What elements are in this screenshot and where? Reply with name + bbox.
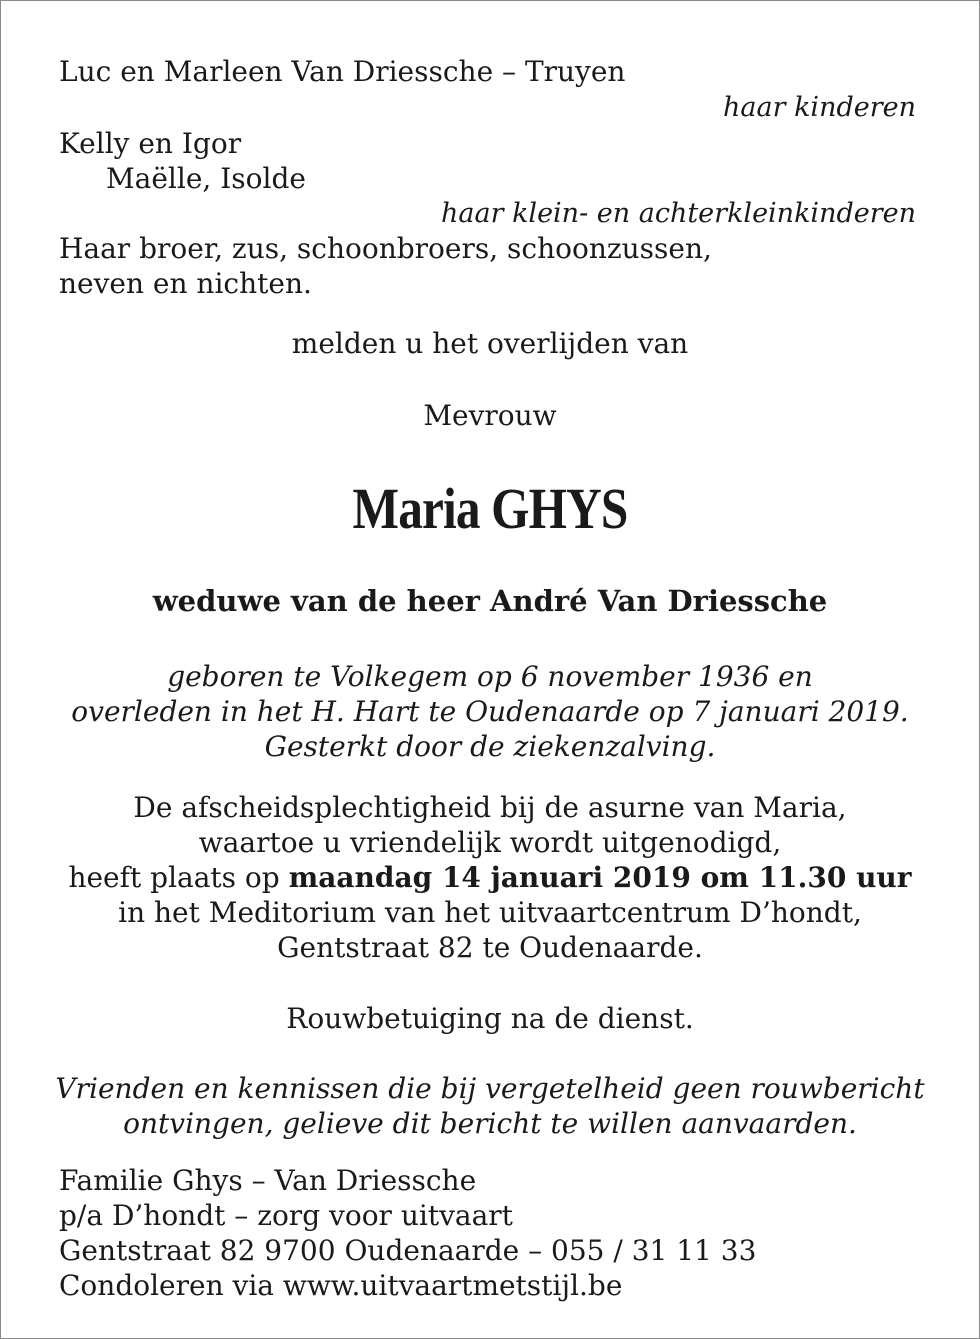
children-label: haar kinderen (723, 92, 916, 123)
notice-line-2: ontvingen, gelieve dit bericht te willen aanvaarden. (123, 1107, 857, 1140)
relatives-line-2: neven en nichten. (59, 267, 312, 300)
grandchildren-label: haar klein- en achterkleinkinderen (441, 198, 916, 229)
deceased-name: Maria GHYS (352, 476, 628, 541)
relatives-line-1: Haar broer, zus, schoonbroers, schoonzussen, (59, 232, 712, 265)
contact-online: Condoleren via www.uitvaartmetstijl.be (59, 1269, 623, 1302)
ceremony-line-4: in het Meditorium van het uitvaartcentrum D’hondt, (118, 896, 862, 929)
ceremony-date: maandag 14 januari 2019 om 11.30 uur (288, 861, 912, 894)
contact-family: Familie Ghys – Van Driessche (59, 1164, 477, 1197)
ceremony-line-5: Gentstraat 82 te Oudenaarde. (277, 931, 703, 964)
ceremony-line-2: waartoe u vriendelijk wordt uitgenodigd, (198, 826, 782, 859)
widow-of: weduwe van de heer André Van Driessche (152, 584, 828, 618)
great-grandchildren-line: Maëlle, Isolde (106, 162, 306, 195)
birth-line: geboren te Volkegem op 6 november 1936 en (167, 660, 813, 693)
ceremony-line-3 (0, 861, 980, 895)
children-line: Luc en Marleen Van Driessche – Truyen (59, 55, 626, 88)
ceremony-line-1: De afscheidsplechtigheid bij de asurne van Maria, (133, 791, 847, 824)
intro-text: melden u het overlijden van (291, 327, 689, 360)
grandchildren-line: Kelly en Igor (59, 127, 242, 160)
notice-line-1: Vrienden en kennissen die bij vergetelheid geen rouwbericht (55, 1072, 925, 1105)
death-line: overleden in het H. Hart te Oudenaarde op 7 januari 2019. (71, 695, 909, 728)
contact-address: Gentstraat 82 9700 Oudenaarde – 055 / 31 11 33 (59, 1234, 757, 1267)
ceremony-prefix: heeft plaats op (68, 861, 289, 894)
condolence-note: Rouwbetuiging na de dienst. (286, 1002, 694, 1035)
honorific: Mevrouw (423, 399, 557, 432)
contact-care-of: p/a D’hondt – zorg voor uitvaart (59, 1199, 513, 1232)
sacrament-line: Gesterkt door de ziekenzalving. (264, 730, 716, 763)
